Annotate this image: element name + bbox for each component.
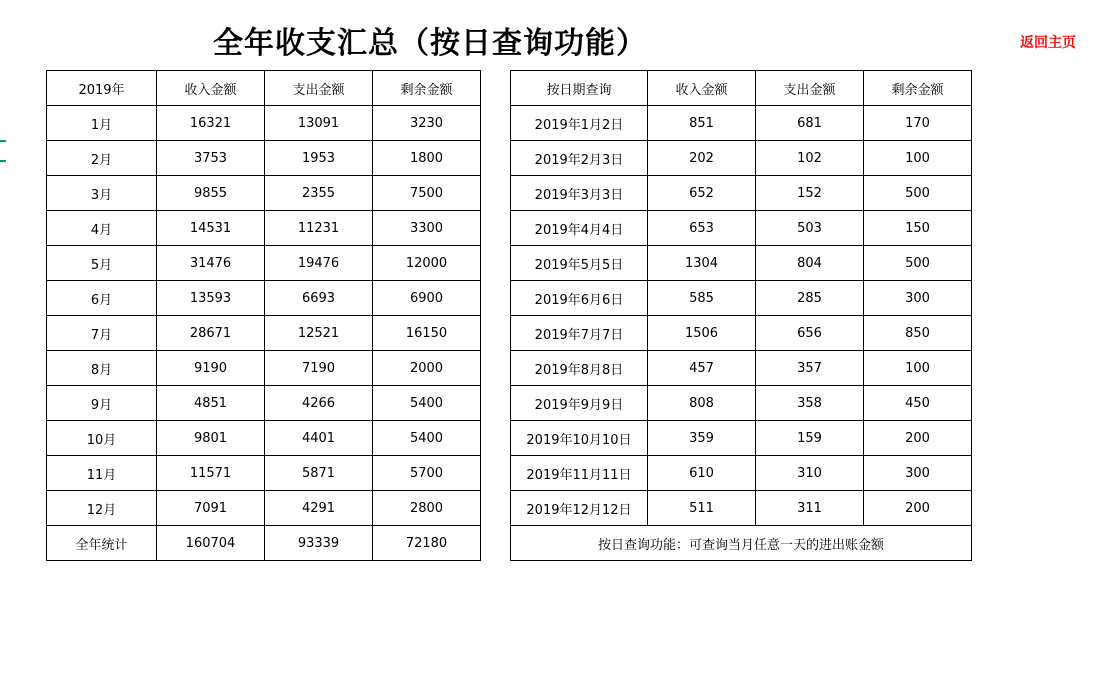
cell-income: 511	[648, 491, 756, 526]
cell-total-expense: 93339	[265, 526, 373, 561]
cell-balance: 100	[864, 351, 972, 386]
cell-balance: 5400	[373, 421, 481, 456]
column-header-month: 2019年	[47, 71, 157, 106]
cell-income: 7091	[157, 491, 265, 526]
cell-date: 2019年9月9日	[511, 386, 648, 421]
cell-balance: 5400	[373, 386, 481, 421]
cell-balance: 16150	[373, 316, 481, 351]
cell-expense: 310	[756, 456, 864, 491]
cell-expense: 656	[756, 316, 864, 351]
column-header-expense: 支出金额	[756, 71, 864, 106]
cell-income: 585	[648, 281, 756, 316]
table-row	[47, 386, 481, 421]
cell-expense: 1953	[265, 141, 373, 176]
cell-expense: 5871	[265, 456, 373, 491]
cell-expense: 11231	[265, 211, 373, 246]
table-row	[47, 176, 481, 211]
column-header-date-query: 按日期查询	[511, 71, 648, 106]
table-header-row	[511, 71, 972, 106]
cell-total-income: 160704	[157, 526, 265, 561]
cell-income: 1506	[648, 316, 756, 351]
daily-query-note: 按日查询功能：可查询当月任意一天的进出账金额	[511, 526, 972, 561]
cell-date: 2019年8月8日	[511, 351, 648, 386]
cell-expense: 804	[756, 246, 864, 281]
cell-income: 14531	[157, 211, 265, 246]
cell-balance: 300	[864, 456, 972, 491]
column-header-balance: 剩余金额	[373, 71, 481, 106]
cell-month: 9月	[47, 386, 157, 421]
cell-income: 3753	[157, 141, 265, 176]
cell-date: 2019年12月12日	[511, 491, 648, 526]
cell-balance: 3230	[373, 106, 481, 141]
cell-date: 2019年2月3日	[511, 141, 648, 176]
cell-expense: 285	[756, 281, 864, 316]
cell-total-label: 全年统计	[47, 526, 157, 561]
table-row	[511, 421, 972, 456]
table-row	[47, 141, 481, 176]
table-row	[511, 141, 972, 176]
cell-balance: 7500	[373, 176, 481, 211]
cell-expense: 152	[756, 176, 864, 211]
cell-month: 10月	[47, 421, 157, 456]
table-row	[47, 106, 481, 141]
cell-balance: 2000	[373, 351, 481, 386]
table-row	[511, 491, 972, 526]
column-header-balance: 剩余金额	[864, 71, 972, 106]
table-header-row	[47, 71, 481, 106]
cell-total-balance: 72180	[373, 526, 481, 561]
table-row	[47, 491, 481, 526]
daily-query-table-wrapper	[510, 70, 972, 561]
cell-balance: 200	[864, 421, 972, 456]
cell-month: 12月	[47, 491, 157, 526]
cell-date: 2019年4月4日	[511, 211, 648, 246]
table-row	[511, 456, 972, 491]
cell-income: 610	[648, 456, 756, 491]
cell-expense: 12521	[265, 316, 373, 351]
cell-income: 9855	[157, 176, 265, 211]
cell-expense: 102	[756, 141, 864, 176]
cell-balance: 3300	[373, 211, 481, 246]
cell-income: 28671	[157, 316, 265, 351]
cell-expense: 4266	[265, 386, 373, 421]
cell-balance: 500	[864, 246, 972, 281]
cell-balance: 2800	[373, 491, 481, 526]
monthly-summary-table	[46, 70, 481, 561]
cell-income: 652	[648, 176, 756, 211]
table-row	[511, 106, 972, 141]
cell-income: 1304	[648, 246, 756, 281]
cell-expense: 159	[756, 421, 864, 456]
cell-expense: 6693	[265, 281, 373, 316]
cell-income: 808	[648, 386, 756, 421]
cell-income: 4851	[157, 386, 265, 421]
cell-month: 8月	[47, 351, 157, 386]
cell-date: 2019年7月7日	[511, 316, 648, 351]
cell-month: 7月	[47, 316, 157, 351]
page-title: 全年收支汇总（按日查询功能）	[213, 26, 647, 61]
table-row	[511, 281, 972, 316]
cell-month: 5月	[47, 246, 157, 281]
monthly-summary-table-wrapper	[46, 70, 481, 561]
cell-expense: 2355	[265, 176, 373, 211]
cell-date: 2019年6月6日	[511, 281, 648, 316]
cell-balance: 500	[864, 176, 972, 211]
cell-balance: 6900	[373, 281, 481, 316]
left-edge-marker-2	[0, 160, 6, 162]
table-row	[511, 386, 972, 421]
cell-expense: 357	[756, 351, 864, 386]
cell-month: 4月	[47, 211, 157, 246]
cell-month: 6月	[47, 281, 157, 316]
cell-income: 16321	[157, 106, 265, 141]
table-row	[47, 246, 481, 281]
cell-date: 2019年5月5日	[511, 246, 648, 281]
cell-balance: 450	[864, 386, 972, 421]
table-row	[511, 351, 972, 386]
cell-expense: 503	[756, 211, 864, 246]
cell-income: 202	[648, 141, 756, 176]
cell-month: 1月	[47, 106, 157, 141]
cell-date: 2019年10月10日	[511, 421, 648, 456]
cell-income: 31476	[157, 246, 265, 281]
table-row	[511, 316, 972, 351]
cell-income: 851	[648, 106, 756, 141]
daily-query-table	[510, 70, 972, 561]
return-home-link[interactable]: 返回主页	[1020, 35, 1076, 51]
table-row	[47, 316, 481, 351]
left-edge-marker-1	[0, 140, 6, 142]
cell-month: 2月	[47, 141, 157, 176]
cell-month: 3月	[47, 176, 157, 211]
cell-income: 13593	[157, 281, 265, 316]
cell-expense: 19476	[265, 246, 373, 281]
table-row	[511, 176, 972, 211]
cell-date: 2019年3月3日	[511, 176, 648, 211]
table-row	[47, 421, 481, 456]
cell-balance: 5700	[373, 456, 481, 491]
cell-balance: 12000	[373, 246, 481, 281]
cell-income: 9801	[157, 421, 265, 456]
cell-expense: 358	[756, 386, 864, 421]
cell-income: 457	[648, 351, 756, 386]
cell-balance: 200	[864, 491, 972, 526]
cell-balance: 850	[864, 316, 972, 351]
cell-balance: 150	[864, 211, 972, 246]
column-header-expense: 支出金额	[265, 71, 373, 106]
table-row	[47, 281, 481, 316]
cell-income: 653	[648, 211, 756, 246]
cell-income: 11571	[157, 456, 265, 491]
column-header-income: 收入金额	[648, 71, 756, 106]
cell-expense: 13091	[265, 106, 373, 141]
column-header-income: 收入金额	[157, 71, 265, 106]
table-row	[47, 456, 481, 491]
table-row	[511, 246, 972, 281]
table-row	[511, 211, 972, 246]
cell-balance: 300	[864, 281, 972, 316]
table-row	[47, 351, 481, 386]
cell-balance: 170	[864, 106, 972, 141]
cell-expense: 311	[756, 491, 864, 526]
cell-balance: 1800	[373, 141, 481, 176]
cell-month: 11月	[47, 456, 157, 491]
table-total-row	[47, 526, 481, 561]
cell-income: 9190	[157, 351, 265, 386]
table-row	[47, 211, 481, 246]
cell-expense: 4401	[265, 421, 373, 456]
cell-date: 2019年1月2日	[511, 106, 648, 141]
cell-date: 2019年11月11日	[511, 456, 648, 491]
cell-balance: 100	[864, 141, 972, 176]
cell-expense: 4291	[265, 491, 373, 526]
cell-expense: 681	[756, 106, 864, 141]
cell-expense: 7190	[265, 351, 373, 386]
table-note-row	[511, 526, 972, 561]
cell-income: 359	[648, 421, 756, 456]
